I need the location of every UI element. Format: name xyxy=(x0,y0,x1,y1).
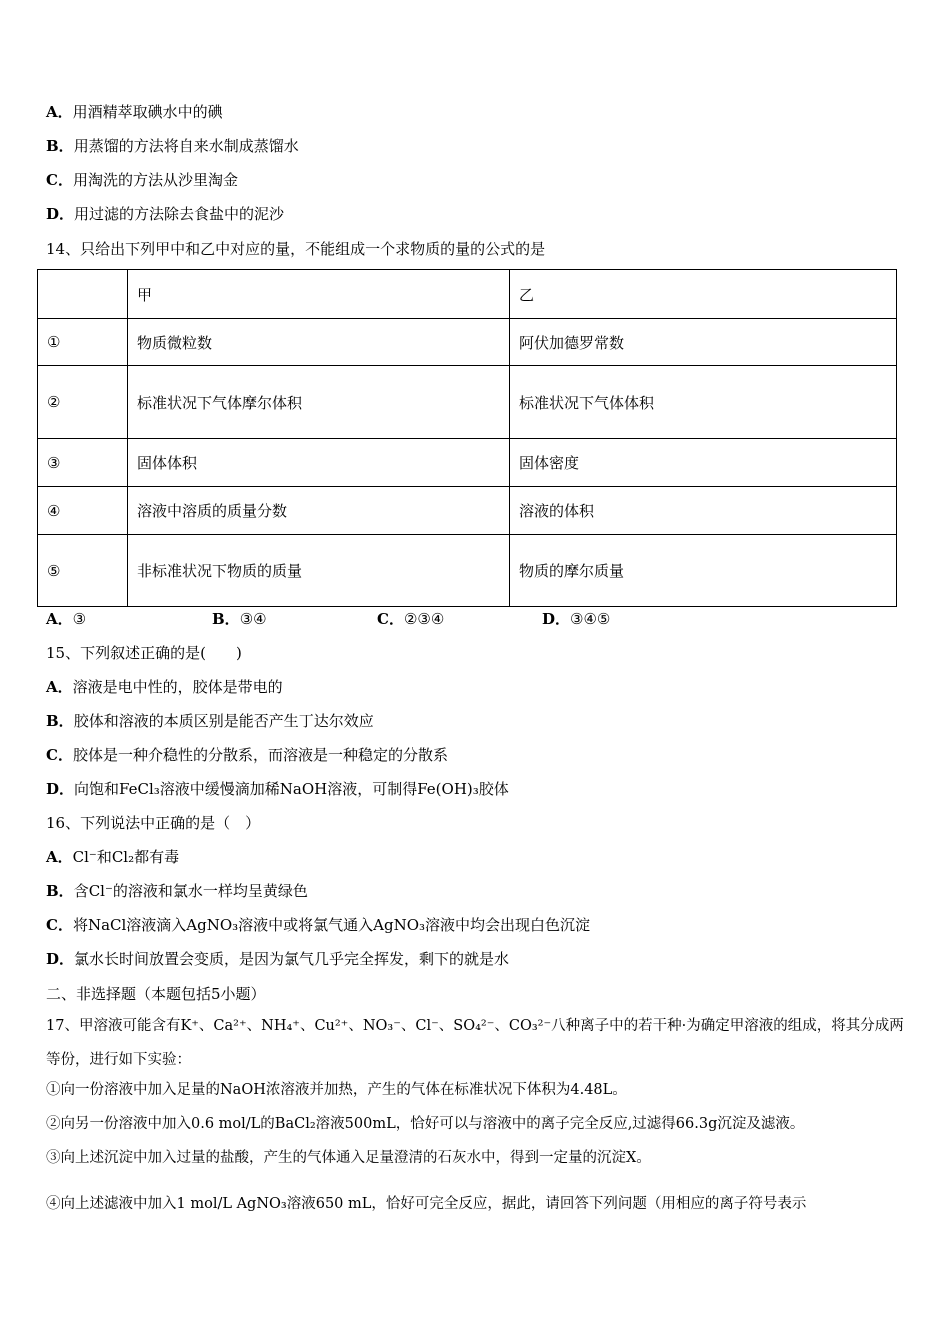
q14-answer-d: D．③④⑤ xyxy=(542,610,611,628)
q15-option-c: C．胶体是一种介稳性的分散系，而溶液是一种稳定的分散系 xyxy=(46,746,448,764)
table-row xyxy=(38,535,897,607)
table-cell: 物质微粒数 xyxy=(128,319,510,366)
q16-stem: 16、下列说法中正确的是（ ） xyxy=(46,814,261,832)
table-row xyxy=(38,319,897,366)
table-cell: 乙 xyxy=(510,270,897,319)
q14-stem: 14、只给出下列甲中和乙中对应的量，不能组成一个求物质的量的公式的是 xyxy=(46,240,546,258)
q14-answer-a: A．③ xyxy=(46,610,87,628)
table-cell: 标准状况下气体体积 xyxy=(510,366,897,439)
q15-option-b: B．胶体和溶液的本质区别是能否产生丁达尔效应 xyxy=(46,712,374,730)
q16-option-c: C．将NaCl溶液滴入AgNO₃溶液中或将氯气通入AgNO₃溶液中均会出现白色沉淀 xyxy=(46,916,591,934)
q13-option-a: A．用酒精萃取碘水中的碘 xyxy=(46,103,223,121)
q16-option-b: B．含Cl⁻的溶液和氯水一样均呈黄绿色 xyxy=(46,882,308,900)
table-cell: 阿伏加德罗常数 xyxy=(510,319,897,366)
table-header-row xyxy=(38,270,897,319)
table-cell: ④ xyxy=(38,487,128,535)
table-cell: 标准状况下气体摩尔体积 xyxy=(128,366,510,439)
table-cell: ③ xyxy=(38,439,128,487)
section-title: 二、非选择题（本题包括5小题） xyxy=(46,985,266,1003)
table-cell: 非标准状况下物质的质量 xyxy=(128,535,510,607)
q16-option-d: D．氯水长时间放置会变质，是因为氯气几乎完全挥发，剩下的就是水 xyxy=(46,950,510,968)
q16-option-a: A．Cl⁻和Cl₂都有毒 xyxy=(46,848,180,866)
table-row xyxy=(38,439,897,487)
table-cell: ① xyxy=(38,319,128,366)
q14-table xyxy=(37,269,897,607)
q13-option-b: B．用蒸馏的方法将自来水制成蒸馏水 xyxy=(46,137,299,155)
table-cell: ② xyxy=(38,366,128,439)
table-cell: 物质的摩尔质量 xyxy=(510,535,897,607)
q15-stem: 15、下列叙述正确的是( ) xyxy=(46,644,242,662)
table-cell: 溶液的体积 xyxy=(510,487,897,535)
q13-option-d: D．用过滤的方法除去食盐中的泥沙 xyxy=(46,205,285,223)
table-cell: 固体体积 xyxy=(128,439,510,487)
q17-stem: 17、甲溶液可能含有K⁺、Ca²⁺、NH₄⁺、Cu²⁺、NO₃⁻、Cl⁻、SO₄²⁻、CO₃²⁻八种离子中的若干种·为确定甲溶液的组成，将其分成两等份，进行如下实验： xyxy=(46,1018,904,1068)
table-cell xyxy=(38,270,128,319)
q14-answer-c: C．②③④ xyxy=(377,610,445,628)
q15-option-a: A．溶液是电中性的，胶体是带电的 xyxy=(46,678,283,696)
q17-step-4: ④向上述滤液中加入1 mol/L AgNO₃溶液650 mL，恰好可完全反应，据此，请回答下列问题（用相应的离子符号表示 xyxy=(46,1196,807,1212)
q15-option-d: D．向饱和FeCl₃溶液中缓慢滴加稀NaOH溶液，可制得Fe(OH)₃胶体 xyxy=(46,780,509,798)
q17-step-1: ①向一份溶液中加入足量的NaOH浓溶液并加热，产生的气体在标准状况下体积为4.48L。 xyxy=(46,1082,627,1098)
table-cell: 固体密度 xyxy=(510,439,897,487)
table-row xyxy=(38,366,897,439)
q17-step-3: ③向上述沉淀中加入过量的盐酸，产生的气体通入足量澄清的石灰水中，得到一定量的沉淀X。 xyxy=(46,1150,651,1166)
q13-option-c: C．用淘洗的方法从沙里淘金 xyxy=(46,171,238,189)
table-cell: 甲 xyxy=(128,270,510,319)
table-cell: ⑤ xyxy=(38,535,128,607)
q14-answer-b: B．③④ xyxy=(212,610,267,628)
table-row xyxy=(38,487,897,535)
q17-step-2: ②向另一份溶液中加入0.6 mol/L的BaCl₂溶液500mL，恰好可以与溶液中的离子完全反应,过滤得66.3g沉淀及滤液。 xyxy=(46,1116,805,1132)
table-cell: 溶液中溶质的质量分数 xyxy=(128,487,510,535)
